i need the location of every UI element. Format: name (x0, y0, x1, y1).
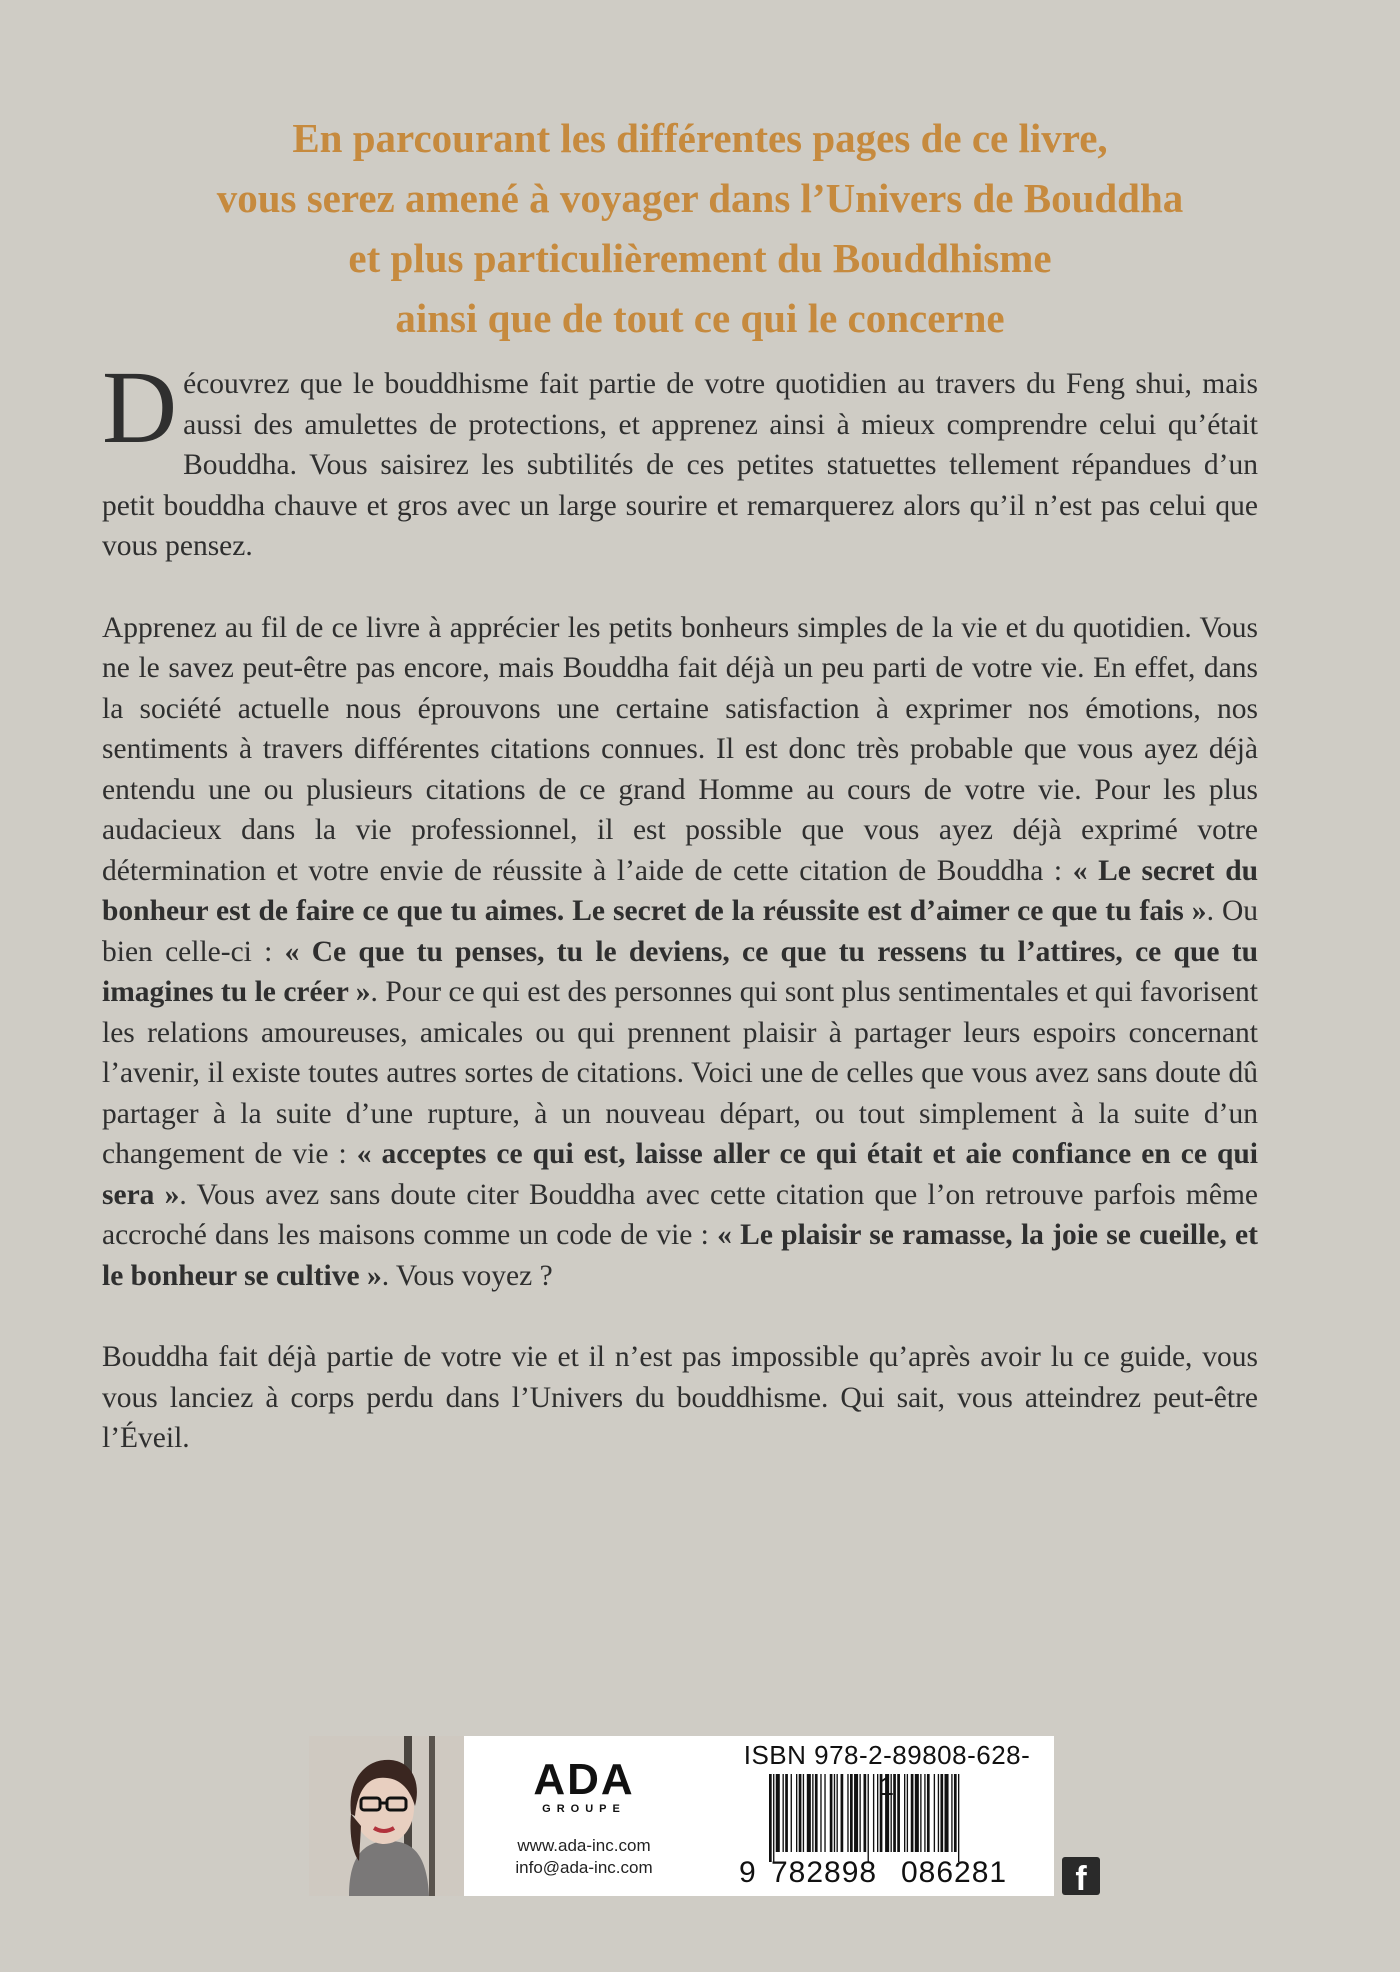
barcode-bar (824, 1774, 825, 1852)
barcode-bar (864, 1774, 867, 1852)
quote-2: « Ce que tu penses, tu le deviens, ce que tu ressens tu l’attires, ce que tu imagines tu le créer » (102, 935, 1258, 1008)
paragraph-3-text: Bouddha fait déjà partie de votre vie et il n’est pas impossible qu’après avoir lu ce guide, vous vous lanciez à corps perdu dans l’Univers du bouddhisme. Qui sait, vous atteindrez peut-être l’Éveil. (102, 1341, 1258, 1454)
headline-line-1: En parcourant les différentes pages de ce livre, (292, 115, 1108, 161)
barcode-bar (885, 1774, 889, 1852)
paragraph-2-text-5: . Vous voyez ? (381, 1259, 553, 1292)
barcode-bar (927, 1774, 930, 1852)
barcode-bar (924, 1774, 925, 1852)
barcode-digits-right: 086281 (901, 1856, 1008, 1889)
paragraph-3 (102, 1337, 1258, 1459)
barcode-bar (915, 1774, 919, 1852)
headline-line-2: vous serez amené à voyager dans l’Univers de Bouddha (216, 175, 1184, 221)
barcode-bar (773, 1774, 774, 1862)
barcode-bar (920, 1774, 921, 1852)
barcode-bar (891, 1774, 892, 1852)
author-photo-illustration (309, 1736, 464, 1896)
barcode-bar (907, 1774, 908, 1852)
paragraph-2-text-1: Apprenez au fil de ce livre à apprécier les petits bonheurs simples de la vie et du quotidien. Vous ne le savez peut-être pas encore, mais Bouddha fait déjà un peu parti de votre vie. En effet, dans la société actuelle nous éprouvons une certaine satisfaction à exprimer nos émotions, nos sentiments à travers différentes citations connues. Il est donc très probable que vous ayez déjà entendu une ou plusieurs citations de ce grand Homme au cours de votre vie. Pour les plus audacieux dans la vie professionnel, il est possible que vous ayez déjà exprimé votre détermination et votre envie de réussite à l’aide de cette citation de Bouddha : (102, 611, 1258, 887)
barcode-bar (830, 1774, 833, 1852)
quote-4: « Le plaisir se ramasse, la joie se cueille, et le bonheur se cultive » (102, 1219, 1258, 1292)
barcode-bar (897, 1774, 900, 1852)
paragraph-2-text-4: . Vous avez sans doute citer Bouddha avec cette citation que l’on retrouve parfois même accroché dans les maisons comme un code de vie : (102, 1178, 1259, 1251)
barcode-bar (868, 1774, 869, 1862)
barcode-bar (791, 1774, 792, 1852)
barcode-bar (783, 1774, 784, 1852)
barcode-bar (799, 1774, 802, 1852)
barcode-bar (934, 1774, 935, 1852)
paragraph-1-text: écouvrez que le bouddhisme fait partie de votre quotidien au travers du Feng shui, mais aussi des amulettes de protections, et apprenez ainsi à mieux comprendre celui qu’était Bouddha. Vous saisirez les subtilités de ces petites statuettes tellement répandues d’un petit bouddha chauve et gros avec un large sourire et remarquerez alors qu’il n’est pas celui que vous pensez. (102, 368, 1258, 562)
author-photo (309, 1736, 464, 1896)
isbn-label: ISBN 978-2-89808-628- (743, 1740, 1031, 1770)
barcode-bar (945, 1774, 949, 1852)
facebook-icon[interactable]: f (1062, 1857, 1100, 1895)
barcode-bar (847, 1774, 848, 1852)
barcode-bar (951, 1774, 952, 1852)
barcode-bar (850, 1774, 853, 1852)
headline-line-4: ainsi que de tout ce qui le concerne (395, 295, 1005, 341)
paragraph-2 (102, 608, 1258, 1297)
body-text (102, 350, 1259, 1500)
barcode-digits-left: 782898 (771, 1856, 878, 1889)
barcode-digit-first: 9 (739, 1856, 757, 1889)
barcode-bar (820, 1774, 821, 1852)
barcode-bar (938, 1774, 939, 1852)
headline-line-3: et plus particulièrement du Bouddhisme (348, 235, 1052, 281)
footer-info-block (309, 1736, 1054, 1896)
publisher-logo-subtitle: GROUPE (542, 1803, 626, 1815)
publisher-info (469, 1736, 699, 1896)
barcode-bar (837, 1774, 838, 1852)
quote-1: « Le secret du bonheur est de faire ce que tu aimes. Le secret de la réussite est d’aimer ce que tu fais » (102, 854, 1259, 927)
barcode-area (737, 1736, 1037, 1896)
barcode-bar (893, 1774, 896, 1852)
drop-cap: D (102, 350, 178, 465)
barcode-bar (859, 1774, 860, 1852)
barcode-bar (954, 1774, 957, 1852)
publisher-logo: ADA (533, 1755, 635, 1804)
paragraph-1 (102, 350, 1258, 567)
barcode-bar (796, 1774, 797, 1852)
barcode-bar (911, 1774, 914, 1852)
barcode-bar (841, 1774, 844, 1852)
quote-3: « acceptes ce qui est, laisse aller ce qui était et aie confiance en ce qui sera » (102, 1138, 1258, 1211)
barcode-bar (854, 1774, 858, 1852)
barcode-bar (785, 1774, 788, 1852)
publisher-website[interactable]: www.ada-inc.com (517, 1836, 651, 1855)
publisher-email[interactable]: info@ada-inc.com (515, 1858, 653, 1877)
paragraph-2-text-3: . Pour ce qui est des personnes qui sont plus sentimentales et qui favorisent les relations amoureuses, amicales ou qui prennent plaisir à partager leurs espoirs concernant l’avenir, il existe toutes autres sortes de citations. Voici une de celles que vous avez sans doute dû partager à la suite d’une rupture, à un nouveau départ, ou tout simplement à la suite d’un changement de vie : (102, 976, 1259, 1170)
paragraph-2-text-2: . Ou bien celle-ci : (102, 895, 1259, 968)
barcode-bar (776, 1774, 780, 1852)
barcode-bar (880, 1774, 883, 1852)
barcode-bar (812, 1774, 813, 1852)
barcode-bar (807, 1774, 811, 1852)
back-cover-headline (120, 108, 1280, 348)
barcode-bar (873, 1774, 874, 1852)
barcode-bar (803, 1774, 804, 1852)
barcode-bar (940, 1774, 943, 1852)
barcode-bar (769, 1774, 772, 1862)
publisher-contact (469, 1835, 699, 1879)
barcode-bar (815, 1774, 818, 1852)
barcode-bar (958, 1774, 959, 1862)
barcode-bar (834, 1774, 835, 1852)
barcode-bars (747, 1774, 1027, 1862)
barcode-bar (904, 1774, 905, 1852)
barcode-bar (877, 1774, 878, 1852)
